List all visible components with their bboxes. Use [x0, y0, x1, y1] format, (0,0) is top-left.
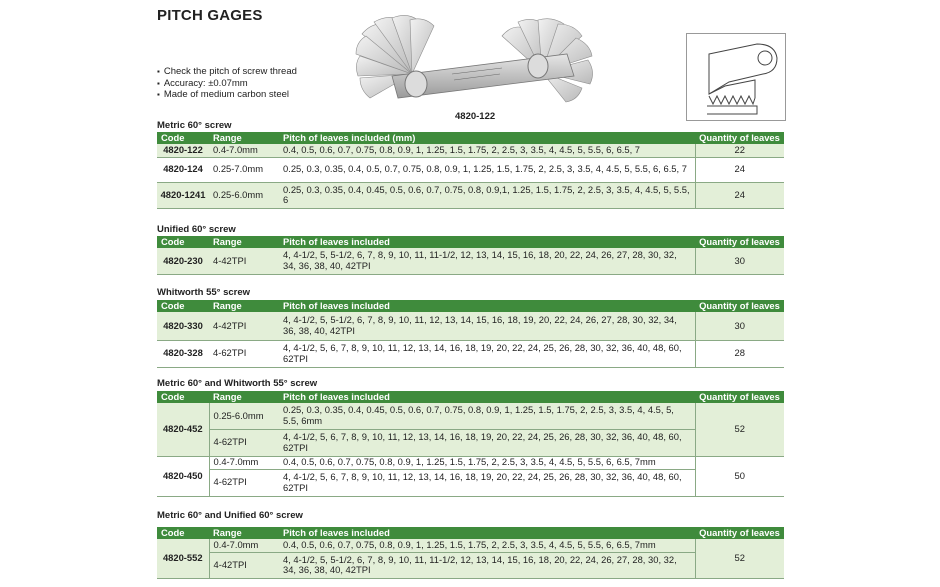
table-header-row	[157, 527, 784, 539]
header-range: Range	[209, 527, 279, 539]
pitch-cell: 4, 4-1/2, 5, 5-1/2, 6, 7, 8, 9, 10, 11, 12, 13, 14, 15, 16, 18, 19, 20, 22, 24, 26, 27, 28, 30, 32, 34, 36, 38, 40, 42TPI	[279, 312, 695, 340]
code-cell: 4820-552	[157, 539, 209, 578]
section-title: Metric 60° and Whitworth 55° screw	[157, 378, 318, 389]
pitch-cell: 4, 4-1/2, 5, 5-1/2, 6, 7, 8, 9, 10, 11, 11-1/2, 12, 13, 14, 15, 16, 18, 20, 22, 24, 26, 27, 28, 30, 32, 34, 36, 38, 40, 42TPI	[279, 248, 695, 274]
photo-caption: 4820-122	[455, 111, 496, 122]
table-row	[157, 403, 784, 429]
header-range: Range	[209, 132, 279, 144]
table-row	[157, 340, 784, 367]
header-pitch: Pitch of leaves included	[279, 236, 695, 248]
range-cell: 4-42TPI	[209, 312, 279, 340]
table-row	[157, 182, 784, 208]
pitch-cell: 0.4, 0.5, 0.6, 0.7, 0.75, 0.8, 0.9, 1, 1.25, 1.5, 1.75, 2, 2.5, 3, 3.5, 4, 4.5, 5, 5.5, 6, 6.5, 7	[279, 144, 695, 157]
table-header-row	[157, 300, 784, 312]
feature-item: ▪ Made of medium carbon steel	[157, 89, 297, 101]
header-range: Range	[209, 236, 279, 248]
code-cell: 4820-330	[157, 312, 209, 340]
spec-table-unified	[157, 236, 784, 275]
table-header-row	[157, 391, 784, 403]
header-code: Code	[157, 132, 209, 144]
section-title: Whitworth 55° screw	[157, 287, 251, 298]
code-cell: 4820-230	[157, 248, 209, 274]
qty-cell: 30	[695, 312, 784, 340]
table-header-row	[157, 132, 784, 144]
header-qty: Quantity of leaves	[695, 527, 784, 539]
header-code: Code	[157, 527, 209, 539]
qty-cell: 28	[695, 340, 784, 367]
page-title: PITCH GAGES	[157, 7, 263, 24]
feature-item: ▪ Check the pitch of screw thread	[157, 66, 297, 78]
spec-table-whitworth	[157, 300, 784, 368]
header-qty: Quantity of leaves	[695, 132, 784, 144]
gage-leaf-diagram	[687, 34, 785, 120]
range-cell: 4-62TPI	[209, 469, 279, 496]
header-code: Code	[157, 236, 209, 248]
pitch-cell: 0.25, 0.3, 0.35, 0.4, 0.45, 0.5, 0.6, 0.7, 0.75, 0.8, 0.9, 1, 1.25, 1.5, 1.75, 2, 2.5, 3, 3.5, 4, 4.5, 5, 5.5, 6mm	[279, 403, 695, 429]
qty-cell: 24	[695, 157, 784, 182]
table-row	[157, 469, 784, 496]
header-range: Range	[209, 391, 279, 403]
code-cell: 4820-328	[157, 340, 209, 367]
table-row	[157, 312, 784, 340]
range-cell: 0.25-6.0mm	[209, 403, 279, 429]
table-header-row	[157, 236, 784, 248]
range-cell: 0.4-7.0mm	[209, 539, 279, 552]
pitch-cell: 4, 4-1/2, 5, 6, 7, 8, 9, 10, 11, 12, 13, 14, 16, 18, 19, 20, 22, 24, 25, 26, 28, 30, 32, 36, 40, 48, 60, 62TPI	[279, 340, 695, 367]
pitch-cell: 4, 4-1/2, 5, 5-1/2, 6, 7, 8, 9, 10, 11, 11-1/2, 12, 13, 14, 15, 16, 18, 20, 22, 24, 26, 27, 28, 30, 32, 34, 36, 38, 40, 42TPI	[279, 552, 695, 578]
qty-cell: 24	[695, 182, 784, 208]
range-cell: 0.4-7.0mm	[209, 456, 279, 469]
table-row	[157, 157, 784, 182]
qty-cell: 52	[695, 539, 784, 578]
range-cell: 4-42TPI	[209, 552, 279, 578]
table-row	[157, 144, 784, 157]
header-pitch: Pitch of leaves included (mm)	[279, 132, 695, 144]
qty-cell: 22	[695, 144, 784, 157]
code-cell: 4820-122	[157, 144, 209, 157]
header-range: Range	[209, 300, 279, 312]
range-cell: 0.25-7.0mm	[209, 157, 279, 182]
range-cell: 4-62TPI	[209, 340, 279, 367]
table-row	[157, 429, 784, 456]
header-code: Code	[157, 300, 209, 312]
feature-list	[157, 66, 297, 101]
table-row	[157, 539, 784, 552]
pitch-cell: 0.25, 0.3, 0.35, 0.4, 0.45, 0.5, 0.6, 0.7, 0.75, 0.8, 0.9,1, 1.25, 1.5, 1.75, 2, 2.5, 3, 3.5, 4, 4.5, 5, 5.5, 6	[279, 182, 695, 208]
code-cell: 4820-452	[157, 403, 209, 456]
header-pitch: Pitch of leaves included	[279, 391, 695, 403]
qty-cell: 52	[695, 403, 784, 456]
pitch-gage-photo	[352, 14, 607, 109]
pitch-cell: 0.4, 0.5, 0.6, 0.7, 0.75, 0.8, 0.9, 1, 1.25, 1.5, 1.75, 2, 2.5, 3, 3.5, 4, 4.5, 5, 5.5, 6, 6.5, 7mm	[279, 456, 695, 469]
header-code: Code	[157, 391, 209, 403]
header-qty: Quantity of leaves	[695, 236, 784, 248]
header-pitch: Pitch of leaves included	[279, 300, 695, 312]
pitch-cell: 0.25, 0.3, 0.35, 0.4, 0.5, 0.7, 0.75, 0.8, 0.9, 1, 1.25, 1.5, 1.75, 2, 2.5, 3, 3.5, 4, 4.5, 5, 5.5, 6, 6.5, 7	[279, 157, 695, 182]
section-title: Metric 60° screw	[157, 120, 232, 131]
code-cell: 4820-1241	[157, 182, 209, 208]
header-pitch: Pitch of leaves included	[279, 527, 695, 539]
table-row	[157, 248, 784, 274]
qty-cell: 30	[695, 248, 784, 274]
thread-diagram	[686, 33, 786, 121]
header-qty: Quantity of leaves	[695, 391, 784, 403]
header-qty: Quantity of leaves	[695, 300, 784, 312]
table-row	[157, 456, 784, 469]
spec-table-metric	[157, 132, 784, 209]
range-cell: 4-42TPI	[209, 248, 279, 274]
table-row	[157, 552, 784, 578]
section-title: Unified 60° screw	[157, 224, 236, 235]
range-cell: 0.25-6.0mm	[209, 182, 279, 208]
spec-table-metric-unified	[157, 527, 784, 579]
range-cell: 4-62TPI	[209, 429, 279, 456]
range-cell: 0.4-7.0mm	[209, 144, 279, 157]
section-title: Metric 60° and Unified 60° screw	[157, 510, 303, 521]
code-cell: 4820-124	[157, 157, 209, 182]
qty-cell: 50	[695, 456, 784, 496]
spec-table-metric-whitworth	[157, 391, 784, 497]
feature-item: ▪ Accuracy: ±0.07mm	[157, 78, 297, 90]
pitch-cell: 4, 4-1/2, 5, 6, 7, 8, 9, 10, 11, 12, 13, 14, 16, 18, 19, 20, 22, 24, 25, 26, 28, 30, 32, 36, 40, 48, 60, 62TPI	[279, 469, 695, 496]
pitch-cell: 4, 4-1/2, 5, 6, 7, 8, 9, 10, 11, 12, 13, 14, 16, 18, 19, 20, 22, 24, 25, 26, 28, 30, 32, 36, 40, 48, 60, 62TPI	[279, 429, 695, 456]
code-cell: 4820-450	[157, 456, 209, 496]
pitch-cell: 0.4, 0.5, 0.6, 0.7, 0.75, 0.8, 0.9, 1, 1.25, 1.5, 1.75, 2, 2.5, 3, 3.5, 4, 4.5, 5, 5.5, 6, 6.5, 7mm	[279, 539, 695, 552]
